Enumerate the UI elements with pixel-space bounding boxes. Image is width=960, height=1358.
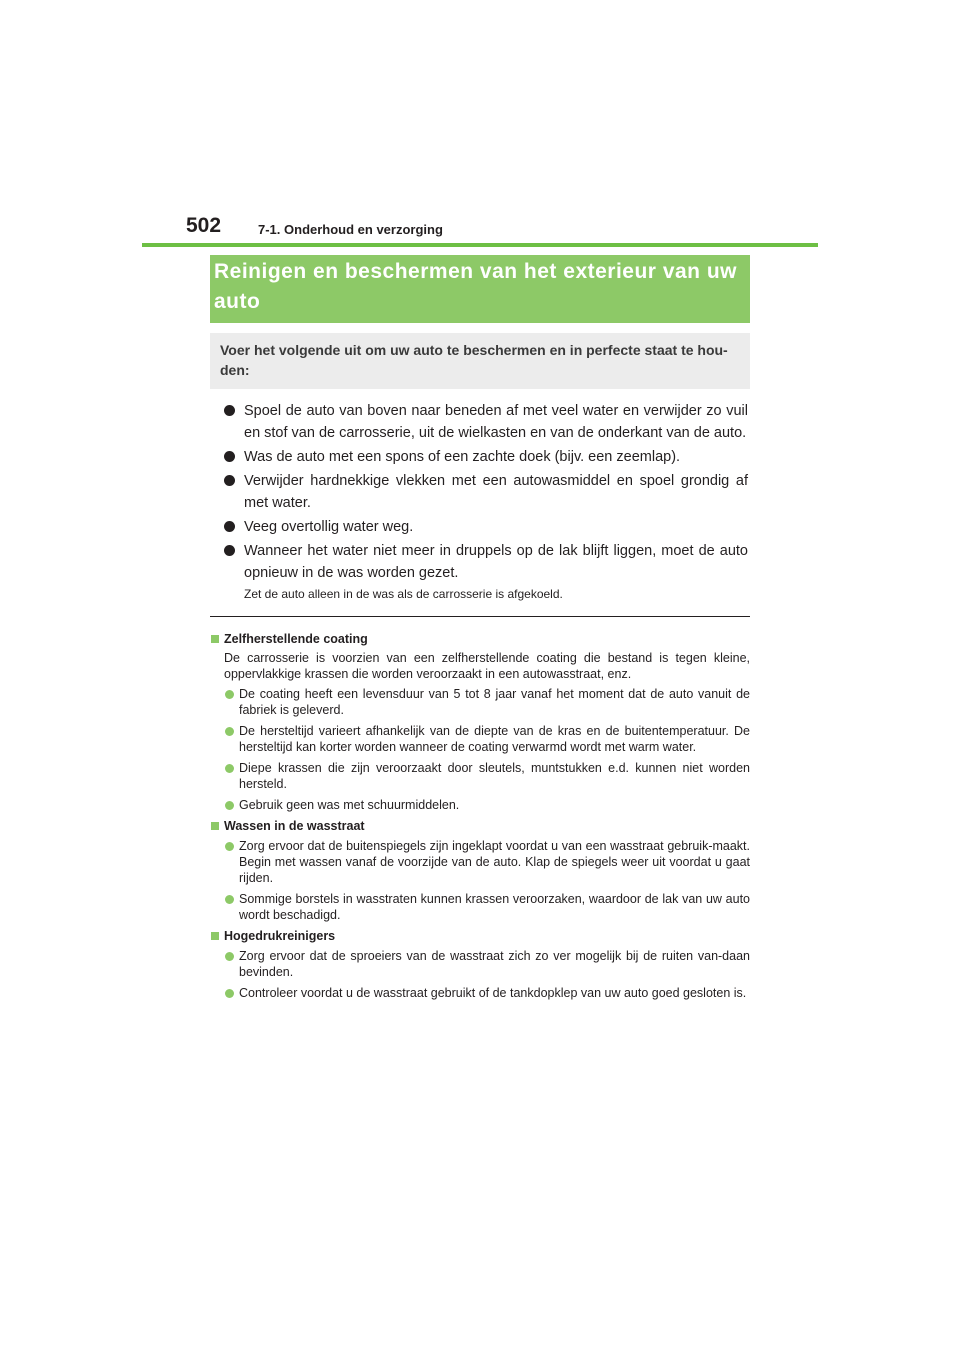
- notes-section: [210, 627, 750, 1006]
- note-item-text: De coating heeft een levensduur van 5 tot 8 jaar vanaf het moment dat de auto vanuit de fabriek is geleverd.: [239, 687, 750, 717]
- bullet-icon: [224, 405, 235, 416]
- dot-bullet-icon: [225, 989, 234, 998]
- note-item: [224, 760, 750, 792]
- note-item: [224, 838, 750, 886]
- header-rule: [142, 243, 818, 247]
- section-divider: [210, 616, 750, 617]
- bullet-icon: [224, 475, 235, 486]
- section-title: 7-1. Onderhoud en verzorging: [258, 222, 443, 237]
- note-item-text: Gebruik geen was met schuurmiddelen.: [239, 798, 460, 812]
- note-heading: [210, 928, 750, 944]
- step-text: Was de auto met een spons of een zachte doek (bijv. een zeemlap).: [244, 449, 681, 465]
- note-item-text: Diepe krassen die zijn veroorzaakt door sleutels, muntstukken e.d. kunnen niet worden hersteld.: [239, 761, 750, 791]
- note-list: [210, 838, 750, 923]
- note-list: [210, 686, 750, 813]
- dot-bullet-icon: [225, 764, 234, 773]
- note-item-text: Zorg ervoor dat de buitenspiegels zijn ingeklapt voordat u van een wasstraat gebruik-maakt. Begin met wassen vanaf de voorzijde van de auto. Klap de spiegels weer uit voordat u gaat rijden.: [239, 839, 750, 885]
- note-item: [224, 723, 750, 755]
- note-item-text: De hersteltijd varieert afhankelijk van de diepte van de kras en de buitentemperatuur. De hersteltijd kan korter worden wanneer de coating verwarmd wordt met warm water.: [239, 724, 750, 754]
- note-item-text: Zorg ervoor dat de sproeiers van de wasstraat zich zo ver mogelijk bij de ruiten van-daan bevinden.: [239, 949, 750, 979]
- step-item: [222, 470, 748, 514]
- note-heading-text: Wassen in de wasstraat: [224, 819, 365, 833]
- note-heading-text: Zelfherstellende coating: [224, 632, 368, 646]
- step-text: Veeg overtollig water weg.: [244, 519, 414, 535]
- step-list: [222, 400, 748, 586]
- step-note: Zet de auto alleen in de was als de carrosserie is afgekoeld.: [244, 587, 563, 601]
- bullet-icon: [224, 451, 235, 462]
- step-text: Spoel de auto van boven naar beneden af met veel water en verwijder zo vuil en stof van de carrosserie, uit de wielkasten en van de onderkant van de auto.: [244, 403, 748, 441]
- note-heading: [210, 818, 750, 834]
- intro-text: Voer het volgende uit om uw auto te beschermen en in perfecte staat te hou-den:: [210, 333, 750, 389]
- note-list: [210, 948, 750, 1001]
- dot-bullet-icon: [225, 842, 234, 851]
- note-item-text: Controleer voordat u de wasstraat gebruikt of de tankdopklep van uw auto goed gesloten is.: [239, 986, 747, 1000]
- step-text: Verwijder hardnekkige vlekken met een autowasmiddel en spoel grondig af met water.: [244, 473, 748, 511]
- step-item: [222, 446, 748, 468]
- page-title: Reinigen en beschermen van het exterieur van uw auto: [210, 255, 750, 323]
- square-bullet-icon: [211, 822, 219, 830]
- note-item: [224, 985, 750, 1001]
- note-heading: [210, 631, 750, 647]
- bullet-icon: [224, 545, 235, 556]
- note-paragraph: De carrosserie is voorzien van een zelfherstellende coating die bestand is tegen kleine, oppervlakkige krassen die worden veroorzaakt in een autowasstraat, enz.: [224, 651, 750, 681]
- note-item: [224, 686, 750, 718]
- bullet-icon: [224, 521, 235, 532]
- square-bullet-icon: [211, 635, 219, 643]
- dot-bullet-icon: [225, 952, 234, 961]
- page-number: 502: [186, 214, 222, 237]
- dot-bullet-icon: [225, 801, 234, 810]
- note-item: [224, 797, 750, 813]
- note-item-text: Sommige borstels in wasstraten kunnen krassen veroorzaken, waardoor de lak van uw auto wordt beschadigd.: [239, 892, 750, 922]
- note-heading-text: Hogedrukreinigers: [224, 929, 336, 943]
- step-item: [222, 540, 748, 584]
- step-item: [222, 400, 748, 444]
- note-item: [224, 891, 750, 923]
- note-item: [224, 948, 750, 980]
- step-item: [222, 516, 748, 538]
- dot-bullet-icon: [225, 727, 234, 736]
- square-bullet-icon: [211, 932, 219, 940]
- dot-bullet-icon: [225, 690, 234, 699]
- dot-bullet-icon: [225, 895, 234, 904]
- step-text: Wanneer het water niet meer in druppels op de lak blijft liggen, moet de auto opnieuw in de was worden gezet.: [244, 543, 748, 581]
